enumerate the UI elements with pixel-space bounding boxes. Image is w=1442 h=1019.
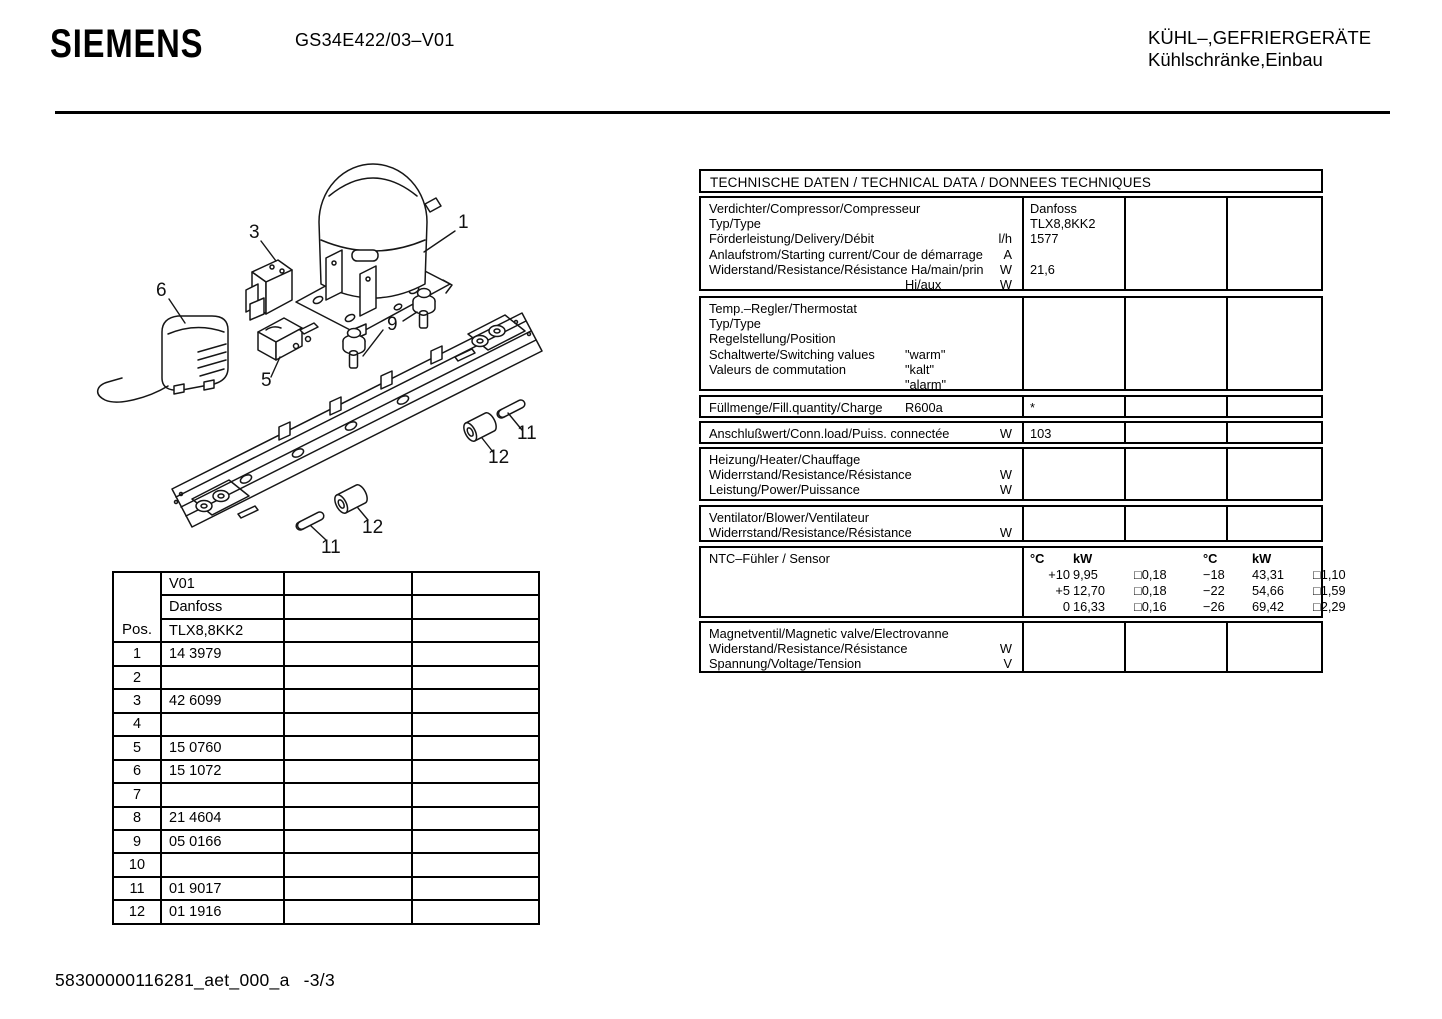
row-label: Anschlußwert/Conn.load/Puiss. connectée W	[709, 426, 1012, 441]
value-column	[1030, 198, 1120, 277]
pos-cell: 7	[114, 784, 160, 805]
ntc-value: 0	[1062, 599, 1070, 614]
empty-cell	[413, 573, 538, 594]
ntc-value: 16,33	[1073, 599, 1106, 614]
diagram-label: 11	[517, 423, 537, 444]
row-label: Temp.–Regler/Thermostat	[709, 301, 857, 316]
unit: A	[1003, 246, 1012, 262]
value: 1577	[1030, 231, 1059, 247]
ntc-header: kW	[1252, 551, 1272, 566]
parts-table	[112, 571, 540, 925]
empty-cell	[285, 620, 411, 641]
empty-cell	[413, 667, 538, 688]
ntc-header: kW	[1073, 551, 1093, 566]
ntc-value: □1,59	[1313, 583, 1346, 598]
part-code-cell	[162, 854, 283, 875]
tech-table-title-box	[699, 169, 1323, 193]
unit: W	[999, 276, 1012, 292]
unit: V	[1003, 656, 1012, 672]
diagram-label: 6	[156, 280, 167, 301]
empty-cell	[285, 831, 411, 852]
row-label: Ventilator/Blower/Ventilateur	[709, 510, 870, 525]
variant-cell: TLX8,8KK2	[162, 620, 283, 641]
ntc-value: 9,95	[1073, 567, 1098, 582]
tech-section-fan	[699, 505, 1323, 542]
ntc-value: 12,70	[1073, 583, 1106, 598]
ntc-value: +10	[1048, 567, 1070, 582]
empty-cell	[413, 714, 538, 735]
value: Danfoss	[1030, 201, 1077, 216]
row-label: Heizung/Heater/Chauffage	[709, 452, 861, 467]
footer-doc-ref: 58300000116281_aet_000_a	[55, 970, 290, 990]
pos-header-cell: Pos.	[114, 573, 160, 641]
value	[1030, 247, 1120, 262]
empty-cell	[413, 878, 538, 899]
ntc-value: □0,18	[1134, 567, 1167, 582]
diagram-label: 5	[261, 370, 272, 391]
diagram-label: 12	[362, 517, 384, 538]
pos-cell: 1	[114, 643, 160, 664]
row-label: Valeurs de commutation "kalt"	[709, 361, 934, 377]
empty-cell	[413, 831, 538, 852]
tech-table-title: TECHNISCHE DATEN / TECHNICAL DATA / DONNEES TECHNIQUES	[710, 175, 1152, 190]
footer	[55, 970, 335, 991]
compressor-assembly-drawing	[55, 150, 600, 585]
value: 103	[1030, 426, 1052, 441]
tech-section-fill-quantity	[699, 395, 1323, 418]
variant-cell: V01	[162, 573, 283, 594]
model-number: GS34E422/03–V01	[295, 30, 455, 50]
part-code-cell	[162, 714, 283, 735]
unit: W	[999, 525, 1012, 541]
ntc-value: □0,18	[1134, 583, 1167, 598]
row-label: Widerrstand/Resistance/Résistance W	[709, 525, 1012, 541]
diagram-label: 9	[387, 314, 398, 335]
row-label: Verdichter/Compressor/Compresseur	[709, 201, 921, 216]
row-label: Anlaufstrom/Starting current/Cour de démarrage A	[709, 246, 1012, 262]
row-label: Typ/Type	[709, 216, 761, 232]
ntc-value-table	[1030, 551, 1371, 615]
tech-section-magnetic-valve	[699, 621, 1323, 673]
tech-section-heater	[699, 447, 1323, 501]
empty-cell	[413, 643, 538, 664]
row-label: Widerstand/Resistance/Résistance W	[709, 641, 1012, 657]
part-code-cell: 05 0166	[162, 831, 283, 852]
ntc-value: +5	[1055, 583, 1070, 598]
empty-cell	[285, 690, 411, 711]
value: *	[1030, 400, 1035, 415]
empty-cell	[413, 784, 538, 805]
unit: W	[999, 261, 1012, 277]
pos-cell: 5	[114, 737, 160, 758]
empty-cell	[413, 761, 538, 782]
empty-cell	[413, 901, 538, 922]
empty-cell	[413, 808, 538, 829]
pos-cell: 3	[114, 690, 160, 711]
ntc-header: °C	[1203, 551, 1218, 566]
ntc-header	[1134, 551, 1200, 567]
empty-cell	[285, 643, 411, 664]
category-title: KÜHL–,GEFRIERGERÄTE	[1148, 27, 1372, 48]
unit: l/h	[998, 231, 1012, 247]
empty-cell	[413, 596, 538, 617]
ntc-value: 43,31	[1252, 567, 1285, 582]
part-code-cell: 15 0760	[162, 737, 283, 758]
tech-section-ntc-sensor	[699, 546, 1346, 618]
pos-cell: 10	[114, 854, 160, 875]
row-label: Füllmenge/Fill.quantity/Charge R600a	[709, 400, 943, 415]
pos-cell: 2	[114, 667, 160, 688]
row-label: Förderleistung/Delivery/Débit l/h	[709, 231, 1012, 247]
row-label: Leistung/Power/Puissance W	[709, 482, 1012, 498]
empty-cell	[285, 761, 411, 782]
row-label: "alarm"	[905, 376, 947, 392]
ntc-value: □1,10	[1313, 567, 1346, 582]
unit: W	[999, 482, 1012, 498]
empty-cell	[285, 878, 411, 899]
part-code-cell: 01 9017	[162, 878, 283, 899]
empty-cell	[413, 737, 538, 758]
ntc-header	[1313, 551, 1371, 567]
empty-cell	[285, 714, 411, 735]
tech-section-connected-load	[699, 421, 1323, 444]
empty-cell	[285, 784, 411, 805]
footer-page-indicator: -3/3	[303, 970, 335, 990]
value: 21,6	[1030, 261, 1055, 277]
unit: W	[999, 641, 1012, 657]
category-subtitle: Kühlschränke,Einbau	[1148, 48, 1323, 70]
empty-cell	[285, 596, 411, 617]
pos-cell: 11	[114, 878, 160, 899]
pos-cell: 4	[114, 714, 160, 735]
variant-cell: Danfoss	[162, 596, 283, 617]
part-code-cell: 21 4604	[162, 808, 283, 829]
empty-cell	[413, 854, 538, 875]
part-code-cell: 01 1916	[162, 901, 283, 922]
pos-cell: 6	[114, 761, 160, 782]
category-header	[1148, 27, 1371, 70]
row-label: Spannung/Voltage/Tension V	[709, 656, 1012, 672]
value-column	[1030, 397, 1120, 415]
row-label: Widerrstand/Resistance/Résistance W	[709, 467, 1012, 483]
row-label: NTC–Fühler / Sensor	[709, 551, 830, 566]
row-label: Magnetventil/Magnetic valve/Electrovanne	[709, 626, 949, 641]
row-label: Hi/aux W	[905, 276, 1012, 292]
pos-cell: 9	[114, 831, 160, 852]
row-label: Typ/Type	[709, 316, 761, 332]
ntc-value: −18	[1203, 567, 1225, 582]
empty-cell	[413, 690, 538, 711]
brand-logo: SIEMENS	[50, 22, 204, 66]
part-code-cell	[162, 667, 283, 688]
pos-cell: 8	[114, 808, 160, 829]
diagram-label: 1	[458, 212, 469, 233]
empty-cell	[285, 667, 411, 688]
diagram-label: 12	[488, 447, 510, 468]
assembly-diagram	[55, 150, 600, 585]
unit: W	[999, 467, 1012, 483]
empty-cell	[285, 573, 411, 594]
part-code-cell: 15 1072	[162, 761, 283, 782]
tech-section-compressor	[699, 196, 1323, 291]
diagram-label: 3	[249, 222, 260, 243]
ntc-value: □2,29	[1313, 599, 1346, 614]
ntc-value: 69,42	[1252, 599, 1285, 614]
tech-section-thermostat	[699, 296, 1323, 391]
empty-cell	[285, 901, 411, 922]
part-code-cell: 42 6099	[162, 690, 283, 711]
row-label: Widerstand/Resistance/Résistance Ha/main/prin W	[709, 261, 1012, 277]
row-label: Schaltwerte/Switching values "warm"	[709, 346, 946, 362]
header-rule	[55, 111, 1390, 114]
part-code-cell: 14 3979	[162, 643, 283, 664]
pos-cell: 12	[114, 901, 160, 922]
ntc-value: −22	[1203, 583, 1225, 598]
value-column	[1030, 423, 1120, 441]
unit: W	[999, 426, 1012, 441]
ntc-value: □0,16	[1134, 599, 1167, 614]
empty-cell	[285, 854, 411, 875]
value: TLX8,8KK2	[1030, 216, 1096, 232]
empty-cell	[285, 808, 411, 829]
empty-cell	[285, 737, 411, 758]
ntc-header: °C	[1030, 551, 1045, 566]
diagram-label: 11	[321, 537, 341, 558]
part-code-cell	[162, 784, 283, 805]
row-label: Regelstellung/Position	[709, 331, 836, 347]
ntc-value: −26	[1203, 599, 1225, 614]
empty-cell	[413, 620, 538, 641]
ntc-value: 54,66	[1252, 583, 1285, 598]
